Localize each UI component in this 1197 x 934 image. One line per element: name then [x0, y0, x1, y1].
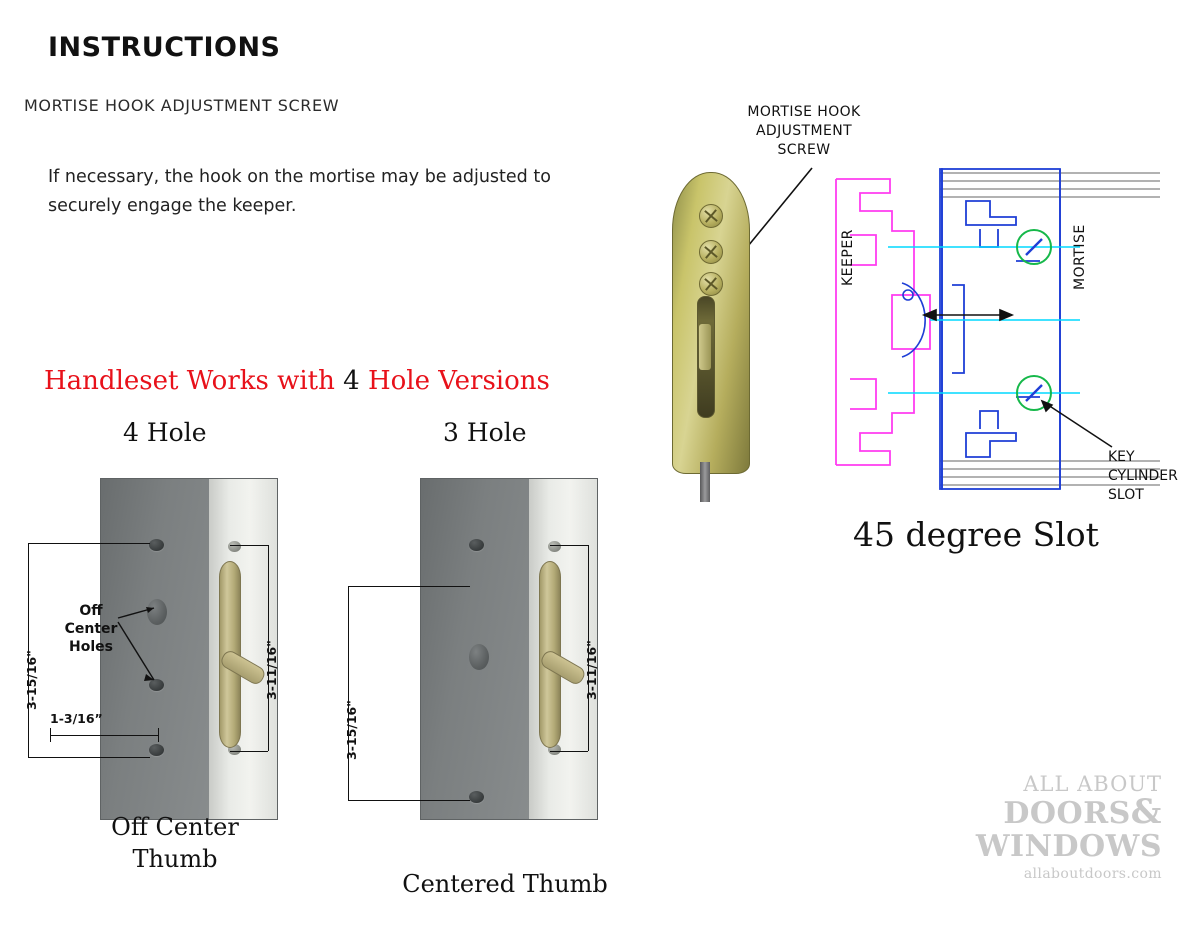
watermark-logo [912, 772, 1162, 882]
mortise-screw-middle [699, 240, 723, 264]
dim-tick-right-top-3hole [550, 545, 588, 546]
page-title: INSTRUCTIONS [48, 32, 281, 63]
dim-tick-h-right [158, 728, 159, 742]
dim-label-3-11-16-left-panel: 3-11/16" [264, 640, 279, 700]
handleset-headline [44, 366, 550, 396]
dim-tick-top-3hole [348, 586, 470, 587]
callout-line-3: SCREW [777, 142, 831, 158]
key-cylinder-leader [1042, 401, 1112, 447]
label-3-hole: 3 Hole [443, 418, 527, 447]
key-cylinder-line-3: SLOT [1108, 487, 1144, 503]
label-4-hole: 4 Hole [123, 418, 207, 447]
degree-slot-label: 45 degree Slot [853, 515, 1099, 554]
mortise-hook-photo [672, 172, 748, 492]
dim-tick-right-bottom-3hole [550, 751, 588, 752]
hole-dot-top [149, 539, 164, 551]
edge-screw-top [548, 541, 561, 552]
mortise-screw-top [699, 204, 723, 228]
mortise-hook-adjustment-screw [699, 272, 723, 296]
mortise-label: MORTISE [1072, 224, 1088, 290]
caption-centered-thumb: Centered Thumb [402, 870, 608, 898]
hole-dot-top [469, 539, 484, 551]
mortise-hook-callout-label [724, 103, 884, 160]
headline-part-2: 4 [343, 366, 360, 396]
key-cylinder-slot-label [1108, 448, 1178, 505]
dim-tick-bottom-3hole [348, 800, 470, 801]
watermark-line-2-row [912, 792, 1162, 832]
page-subtitle: MORTISE HOOK ADJUSTMENT SCREW [24, 96, 340, 115]
mortise-tail [700, 462, 710, 502]
dim-tick-top-4hole [28, 543, 150, 544]
dim-label-3-11-16-right-panel: 3-11/16" [584, 640, 599, 700]
off-center-line-2: Center [64, 621, 118, 637]
dim-tick-right-bottom-4hole [230, 751, 268, 752]
callout-line-1: MORTISE HOOK [747, 104, 861, 120]
cyan-dimension-lines [888, 247, 1080, 393]
dim-tick-right-top-4hole [230, 545, 268, 546]
off-center-line-3: Holes [69, 639, 113, 655]
adjustment-range-arrow [924, 310, 1012, 320]
dim-tick-h-left [50, 728, 51, 742]
key-cylinder-line-1: KEY [1108, 449, 1135, 465]
watermark-url: allaboutdoors.com [1023, 866, 1162, 882]
headline-part-1: Handleset Works with [44, 366, 344, 396]
watermark-line-1: ALL ABOUT [1023, 772, 1162, 796]
dim-label-1-3-16: 1-3/16” [50, 711, 103, 726]
dim-tick-bottom-4hole [28, 757, 150, 758]
dim-line-left-3hole [348, 586, 349, 800]
hatch-lines [940, 173, 1160, 485]
keeper-label: KEEPER [840, 229, 856, 286]
caption-off-center-thumb [60, 811, 290, 875]
caption-off-center-line-1: Off Center [111, 813, 239, 841]
key-cylinder-line-2: CYLINDER [1108, 468, 1178, 484]
mortise-profile [940, 169, 1060, 489]
off-center-line-1: Off [79, 603, 103, 619]
headline-part-3: Hole Versions [359, 366, 550, 396]
dim-label-3-15-16-left: 3-15/16" [24, 650, 39, 710]
watermark-line-3: WINDOWS [975, 829, 1162, 864]
instruction-body-text: If necessary, the hook on the mortise may be adjusted to securely engage the keeper. [48, 167, 551, 216]
dim-line-horizontal-4hole [50, 735, 158, 736]
caption-off-center-line-2: Thumb [132, 845, 218, 873]
door-photo-3-hole [420, 478, 598, 820]
thumb-hole-centered [469, 644, 489, 670]
callout-line-2: ADJUSTMENT [755, 123, 853, 139]
off-center-leader-lines [110, 600, 180, 690]
mortise-hook [699, 324, 711, 370]
dim-label-3-15-16-right-panel: 3-15/16" [344, 700, 359, 760]
watermark-line-2: DOORS [1003, 796, 1131, 831]
edge-screw-top [228, 541, 241, 552]
keeper-profile [836, 179, 930, 465]
watermark-ampersand: & [1130, 792, 1162, 832]
hole-dot-bottom [149, 744, 164, 756]
hole-dot-bottom [469, 791, 484, 803]
